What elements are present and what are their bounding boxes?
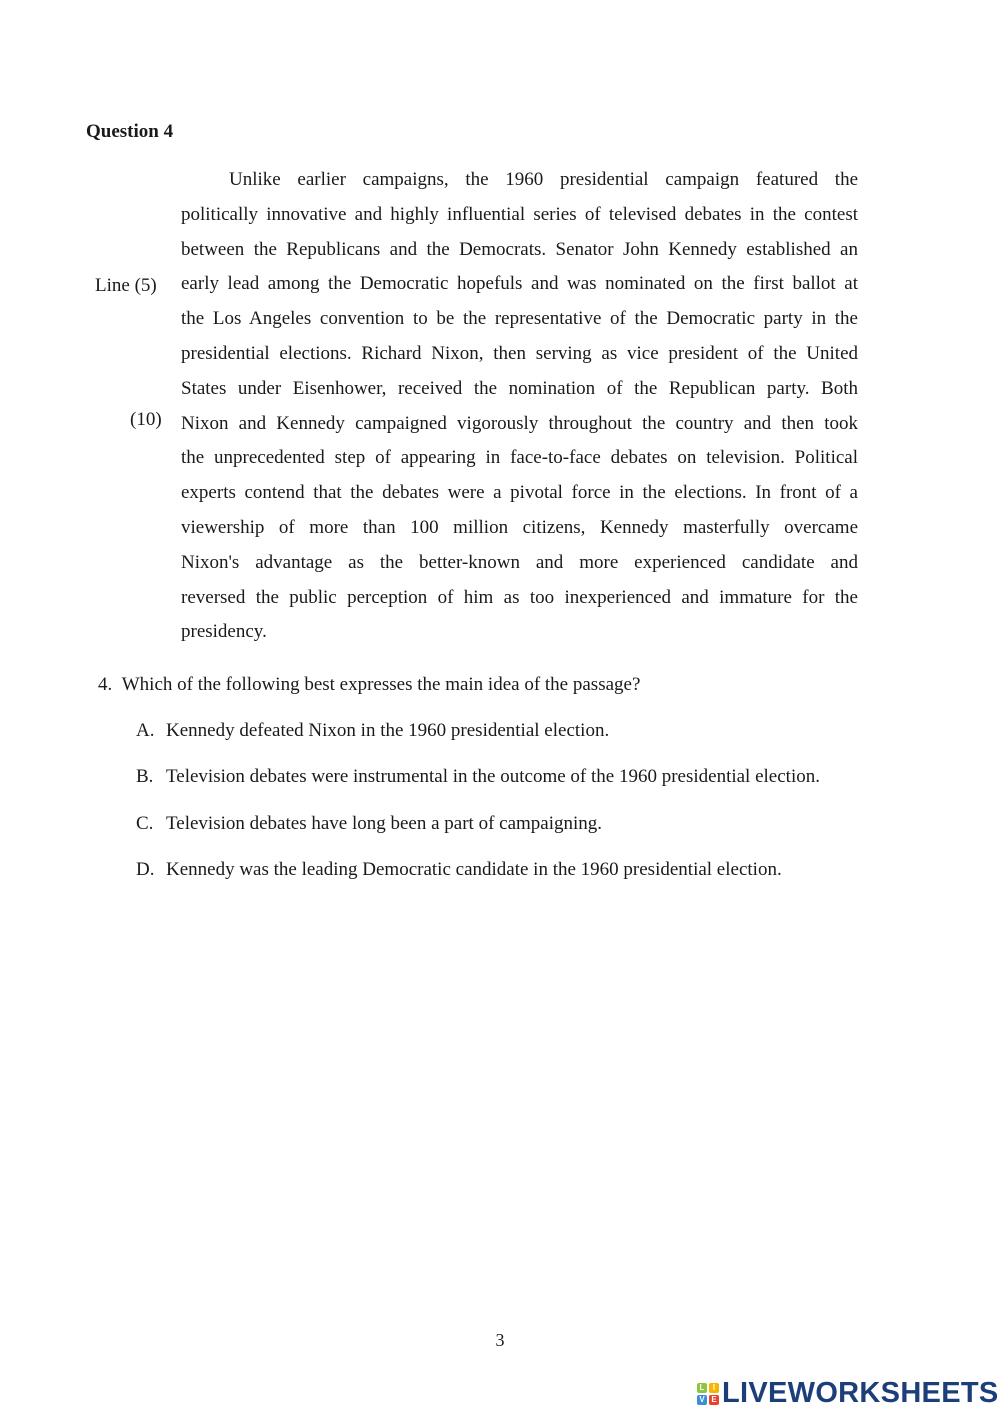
passage-line: presidency. [181,621,267,643]
option-d[interactable] [136,859,782,881]
page-number: 3 [495,1330,505,1350]
logo-letter: I [709,1383,719,1393]
question-text: Which of the following best expresses the main idea of the passage? [121,674,641,695]
option-letter: B. [136,766,154,787]
passage-line: Nixon's advantage as the better-known and more experienced candidate and [181,551,858,573]
option-text: Kennedy was the leading Democratic candidate in the 1960 presidential election. [166,859,782,880]
liveworksheets-logo [697,1377,999,1410]
passage-line: early lead among the Democratic hopefuls and was nominated on the first ballot at [181,273,858,295]
logo-letter: E [709,1395,719,1405]
logo-icon [697,1383,719,1405]
passage-line: reversed the public perception of him as too inexperienced and immature for the [181,586,858,608]
passage-line: viewership of more than 100 million citizens, Kennedy masterfully overcame [181,516,858,538]
option-b[interactable] [136,766,820,788]
option-letter: A. [136,720,155,741]
passage-line: between the Republicans and the Democrats. Senator John Kennedy established an [181,238,858,260]
question-number: 4. [98,674,113,695]
passage-line: presidential elections. Richard Nixon, then serving as vice president of the United [181,342,858,364]
option-text: Television debates have long been a part of campaigning. [166,813,603,834]
question-stem [98,674,640,696]
passage-line: Nixon and Kennedy campaigned vigorously throughout the country and then took [181,412,858,434]
passage-line: the Los Angeles convention to be the representative of the Democratic party in the [181,308,858,330]
passage-line: the unprecedented step of appearing in face-to-face debates on television. Political [181,447,858,469]
reading-passage [181,166,858,653]
option-letter: C. [136,813,154,834]
option-a[interactable] [136,720,609,742]
option-letter: D. [136,859,155,880]
option-c[interactable] [136,813,602,835]
option-text: Television debates were instrumental in the outcome of the 1960 presidential election. [166,766,820,787]
passage-line: States under Eisenhower, received the nomination of the Republican party. Both [181,377,858,399]
line-marker-5: Line (5) [95,275,157,296]
logo-letter: V [697,1395,707,1405]
option-text: Kennedy defeated Nixon in the 1960 presidential election. [166,720,610,741]
logo-letter: L [697,1383,707,1393]
passage-line: politically innovative and highly influential series of televised debates in the contest [181,203,858,225]
passage-line: experts contend that the debates were a pivotal force in the elections. In front of a [181,482,858,504]
passage-line: Unlike earlier campaigns, the 1960 presidential campaign featured the [229,169,858,190]
line-marker-10: (10) [130,409,162,430]
logo-text: LIVEWORKSHEETS [722,1377,999,1409]
question-heading: Question 4 [86,121,174,142]
